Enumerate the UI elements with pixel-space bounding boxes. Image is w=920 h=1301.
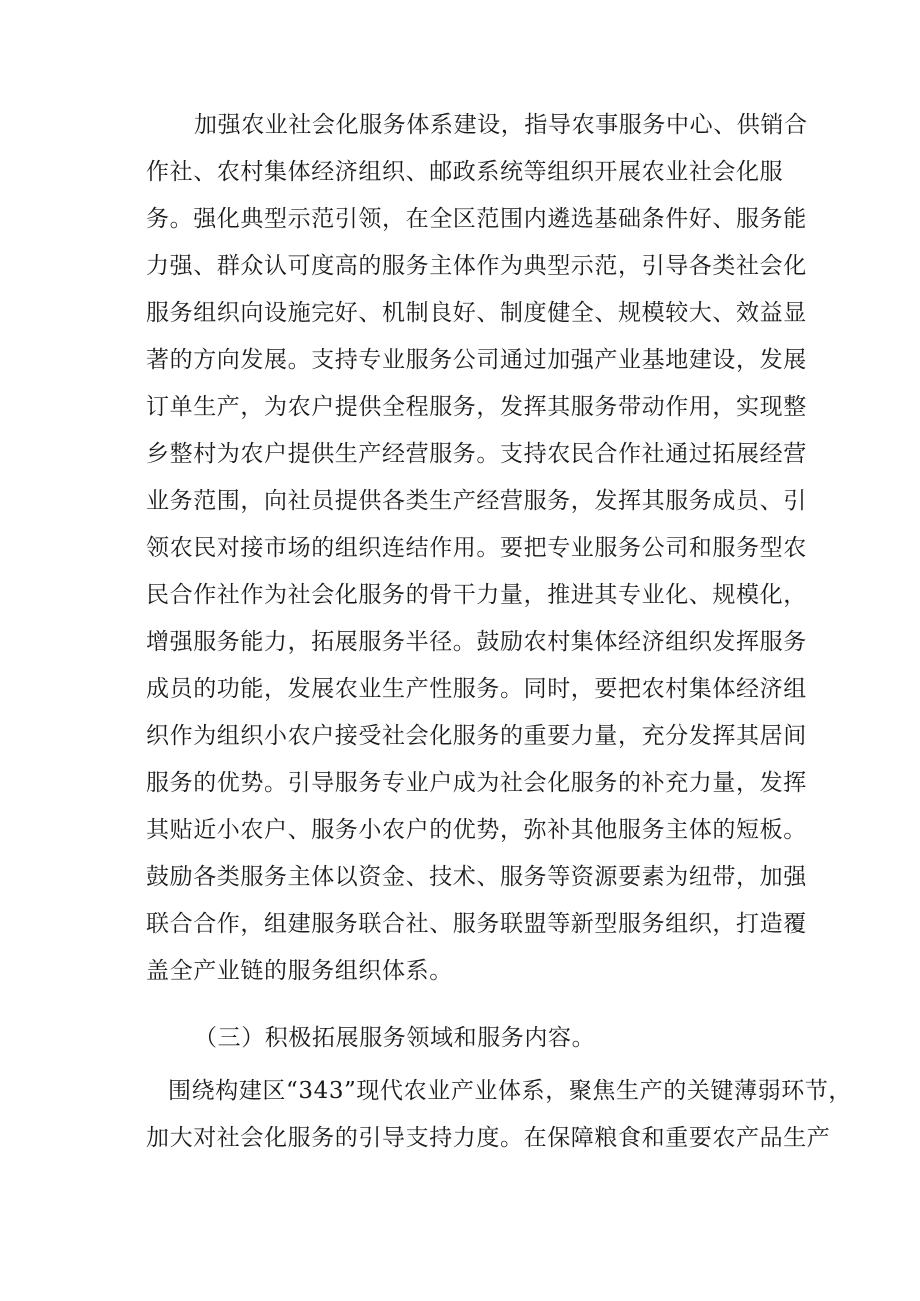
paragraph-1-line-5: 服务组织向设施完好、机制良好、制度健全、规模较大、效益显 — [146, 300, 807, 326]
paragraph-1-line-13: 成员的功能，发展农业生产性服务。同时，要把农村集体经济组 — [146, 676, 807, 702]
paragraph-1-line-8: 乡整村为农户提供生产经营服务。支持农民合作社通过拓展经营 — [146, 441, 807, 467]
paragraph-1-line-11: 民合作社作为社会化服务的骨干力量，推进其专业化、规模化， — [146, 582, 807, 608]
paragraph-3-line-2: 加大对社会化服务的引导支持力度。在保障粮食和重要农产品生产 — [146, 1125, 831, 1151]
paragraph-1-line-17: 鼓励各类服务主体以资金、技术、服务等资源要素为纽带，加强 — [146, 864, 807, 890]
paragraph-1-line-2: 作社、农村集体经济组织、邮政系统等组织开展农业社会化服 — [146, 159, 784, 185]
paragraph-3-line-1: 围绕构建区“343”现代农业产业体系，聚焦生产的关键薄弱环节， — [168, 1078, 853, 1104]
paragraph-1-line-14: 织作为组织小农户接受社会化服务的重要力量，充分发挥其居间 — [146, 723, 807, 749]
paragraph-1-line-16: 其贴近小农户、服务小农户的优势，弥补其他服务主体的短板。 — [146, 817, 807, 843]
paragraph-1-line-10: 领农民对接市场的组织连结作用。要把专业服务公司和服务型农 — [146, 535, 807, 561]
paragraph-1-line-4: 力强、群众认可度高的服务主体作为典型示范，引导各类社会化 — [146, 253, 807, 279]
paragraph-1-line-18: 联合合作，组建服务联合社、服务联盟等新型服务组织，打造覆 — [146, 911, 807, 937]
paragraph-1-line-7: 订单生产，为农户提供全程服务，发挥其服务带动作用，实现整 — [146, 394, 807, 420]
paragraph-1-line-3: 务。强化典型示范引领，在全区范围内遴选基础条件好、服务能 — [146, 206, 807, 232]
paragraph-1-line-9: 业务范围，向社员提供各类生产经营服务，发挥其服务成员、引 — [146, 488, 807, 514]
paragraph-1-line-12: 增强服务能力，拓展服务半径。鼓励农村集体经济组织发挥服务 — [146, 629, 807, 655]
paragraph-1-line-19: 盖全产业链的服务组织体系。 — [146, 958, 453, 984]
paragraph-1-line-1: 加强农业社会化服务体系建设，指导农事服务中心、供销合 — [194, 112, 808, 138]
paragraph-1-line-15: 服务的优势。引导服务专业户成为社会化服务的补充力量，发挥 — [146, 770, 807, 796]
paragraph-1-line-6: 著的方向发展。支持专业服务公司通过加强产业基地建设，发展 — [146, 347, 807, 373]
section-heading-3: （三）积极拓展服务领域和服务内容。 — [194, 1025, 596, 1051]
